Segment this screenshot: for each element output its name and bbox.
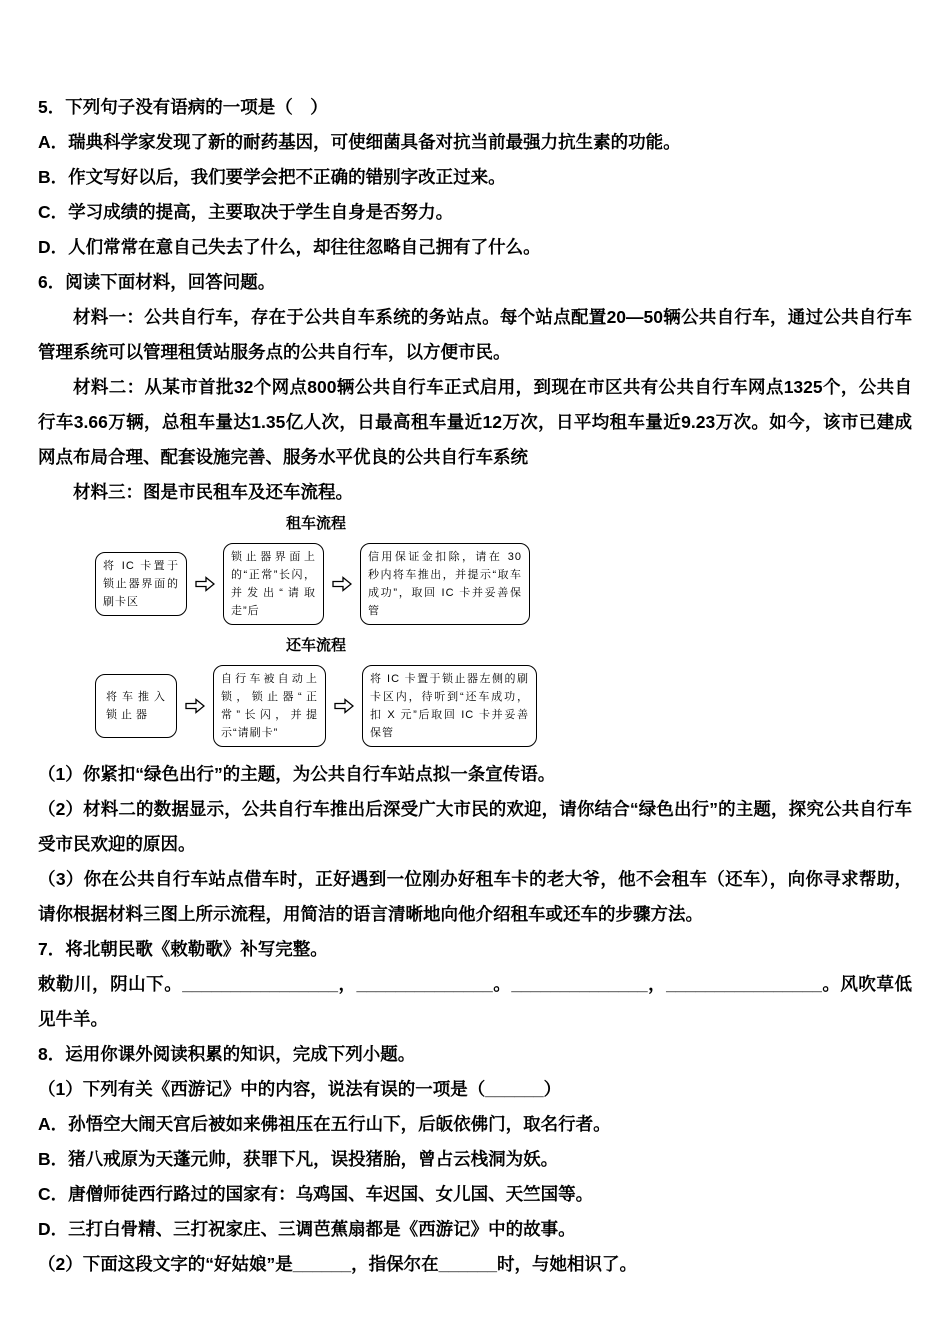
return-flow-title: 还车流程	[285, 637, 346, 654]
return-step-2: 自行车被自动上锁，锁止器“正常”长闪，并提示“请刷卡”	[213, 665, 326, 747]
q6-subquestion-3: （3）你在公共自行车站点借车时，正好遇到一位刚办好租车卡的老大爷，他不会租车（还车），向你寻求帮助，请你根据材料三图上所示流程，用简洁的语言清晰地向他介绍租车或还车的步骤方法。	[38, 869, 912, 924]
q8-option-a: A．孙悟空大闹天宫后被如来佛祖压在五行山下，后皈依佛门，取名行者。	[38, 1114, 611, 1134]
q8-option-c: C．唐僧师徒西行路过的国家有：乌鸡国、车迟国、女儿国、天竺国等。	[38, 1184, 594, 1204]
q7-fill-line: 敕勒川，阴山下。________________，______________。______________，________________。风吹草低见牛羊。	[38, 974, 912, 1029]
q5-option-b: B．作文写好以后，我们要学会把不正确的错别字改正过来。	[38, 167, 506, 187]
return-step-3: 将 IC 卡置于锁止器左侧的刷卡区内，待听到“还车成功，扣 X 元”后取回 IC 卡并妥善保管	[362, 665, 537, 747]
q8-option-b: B．猪八戒原为天蓬元帅，获罪下凡，误投猪胎，曾占云栈洞为妖。	[38, 1149, 559, 1169]
q6-material-2: 材料二：从某市首批32个网点800辆公共自行车正式启用，到现在市区共有公共自行车网点1325个，公共自行车3.66万辆，总租车量达1.35亿人次，日最高租车量近12万次，日平均租车量近9.23万次。如今，该市已建成网点布局合理、配套设施完善、服务水平优良的公共自行车系统	[38, 377, 912, 467]
q8-subquestion-2: （2）下面这段文字的“好姑娘”是______，指保尔在______时，与她相识了。	[38, 1254, 638, 1274]
q6-stem: 6．阅读下面材料，回答问题。	[38, 272, 276, 292]
q8-option-d: D．三打白骨精、三打祝家庄、三调芭蕉扇都是《西游记》中的故事。	[38, 1219, 576, 1239]
rent-step-3: 信用保证金扣除，请在 30 秒内将车推出，并提示“取车成功”，取回 IC 卡并妥善保管	[360, 543, 530, 625]
flow-arrow-icon	[185, 698, 205, 714]
q8-subquestion-1: （1）下列有关《西游记》中的内容，说法有误的一项是（______）	[38, 1079, 562, 1099]
return-step-1: 将车推入锁止器	[95, 674, 177, 738]
q7-stem: 7．将北朝民歌《敕勒歌》补写完整。	[38, 939, 328, 959]
rent-flow-title: 租车流程	[285, 515, 346, 532]
q5-option-d: D．人们常常在意自己失去了什么，却往往忽略自己拥有了什么。	[38, 237, 541, 257]
flow-arrow-icon	[332, 576, 352, 592]
q6-material-3: 材料三：图是市民租车及还车流程。	[73, 482, 353, 502]
rent-step-1: 将 IC 卡置于锁止器界面的刷卡区	[95, 552, 187, 616]
flow-arrow-icon	[334, 698, 354, 714]
flow-arrow-icon	[195, 576, 215, 592]
q5-option-c: C．学习成绩的提高，主要取决于学生自身是否努力。	[38, 202, 454, 222]
rent-step-2: 锁止器界面上的“正常”长闪，并发出“请取走”后	[223, 543, 324, 625]
return-flow-row	[95, 665, 537, 747]
q6-subquestion-2: （2）材料二的数据显示，公共自行车推出后深受广大市民的欢迎，请你结合“绿色出行”的主题，探究公共自行车受市民欢迎的原因。	[38, 799, 912, 854]
rent-flow-row	[95, 543, 537, 625]
bike-flowchart	[95, 513, 537, 747]
q6-subquestion-1: （1）你紧扣“绿色出行”的主题，为公共自行车站点拟一条宣传语。	[38, 764, 556, 784]
q8-stem: 8．运用你课外阅读积累的知识，完成下列小题。	[38, 1044, 416, 1064]
q5-stem: 5．下列句子没有语病的一项是（ ）	[38, 97, 328, 117]
q5-option-a: A．瑞典科学家发现了新的耐药基因，可使细菌具备对抗当前最强力抗生素的功能。	[38, 132, 681, 152]
q6-material-1: 材料一：公共自行车，存在于公共自车系统的务站点。每个站点配置20—50辆公共自行车，通过公共自行车管理系统可以管理租赁站服务点的公共自行车，以方便市民。	[38, 307, 912, 362]
